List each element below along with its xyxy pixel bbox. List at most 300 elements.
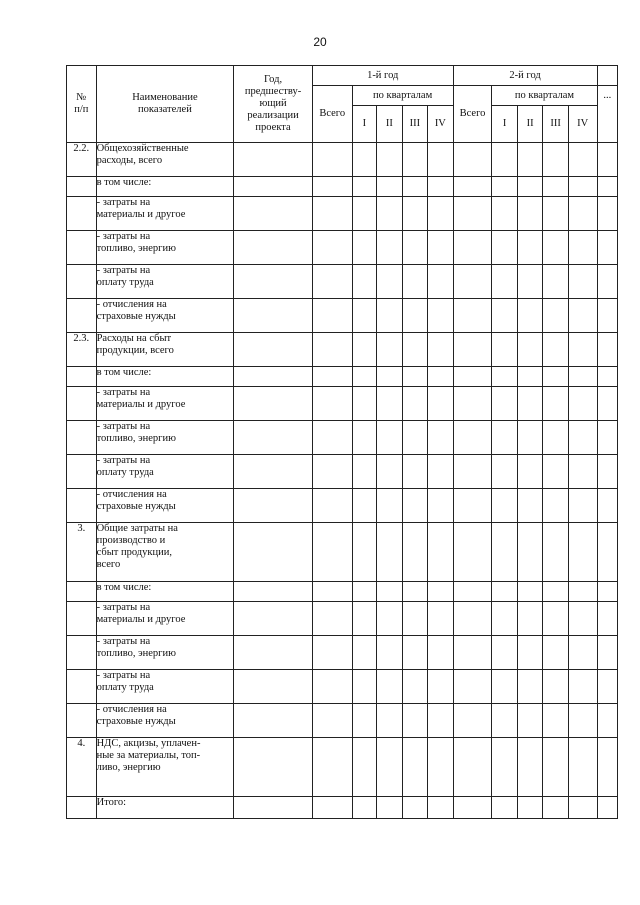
value-cell[interactable] [453, 231, 492, 265]
value-cell[interactable] [453, 704, 492, 738]
value-cell[interactable] [543, 582, 569, 602]
value-cell[interactable] [428, 738, 454, 797]
value-cell[interactable] [352, 387, 376, 421]
value-cell[interactable] [517, 523, 543, 582]
value-cell[interactable] [453, 299, 492, 333]
value-cell[interactable] [312, 602, 352, 636]
value-cell[interactable] [377, 143, 403, 177]
value-cell[interactable] [517, 704, 543, 738]
value-cell[interactable] [492, 231, 518, 265]
value-cell[interactable] [312, 421, 352, 455]
value-cell[interactable] [517, 636, 543, 670]
value-cell[interactable] [492, 387, 518, 421]
value-cell[interactable] [597, 602, 617, 636]
value-cell[interactable] [492, 738, 518, 797]
row-label-line: материалы и другое [96, 614, 186, 625]
value-cell[interactable] [402, 636, 428, 670]
row-number: 3. [67, 523, 97, 582]
value-cell[interactable] [568, 299, 597, 333]
value-cell[interactable] [234, 523, 313, 582]
value-cell[interactable] [377, 421, 403, 455]
row-label-line: НДС, акцизы, уплачен- [96, 738, 201, 749]
table-row [67, 387, 618, 421]
value-cell[interactable] [517, 367, 543, 387]
value-cell[interactable] [352, 143, 376, 177]
row-label [96, 523, 234, 582]
value-cell[interactable] [428, 265, 454, 299]
value-cell[interactable] [568, 704, 597, 738]
header-total-year-2: Всего [453, 86, 492, 143]
value-cell[interactable] [492, 489, 518, 523]
value-cell[interactable] [568, 333, 597, 367]
value-cell[interactable] [352, 455, 376, 489]
value-cell[interactable] [428, 602, 454, 636]
value-cell[interactable] [568, 177, 597, 197]
row-label [96, 797, 234, 819]
value-cell[interactable] [234, 367, 313, 387]
value-cell[interactable] [543, 636, 569, 670]
value-cell[interactable] [402, 797, 428, 819]
value-cell[interactable] [428, 197, 454, 231]
value-cell[interactable] [234, 797, 313, 819]
value-cell[interactable] [402, 582, 428, 602]
value-cell[interactable] [428, 636, 454, 670]
header-q2-year-1: II [377, 106, 403, 143]
row-number: 2.3. [67, 333, 97, 367]
value-cell[interactable] [517, 455, 543, 489]
value-cell[interactable] [428, 523, 454, 582]
value-cell[interactable] [568, 582, 597, 602]
value-cell[interactable] [428, 489, 454, 523]
value-cell[interactable] [453, 636, 492, 670]
row-label [96, 265, 234, 299]
table-row [67, 265, 618, 299]
value-cell[interactable] [453, 387, 492, 421]
value-cell[interactable] [402, 177, 428, 197]
row-label [96, 489, 234, 523]
value-cell[interactable] [517, 265, 543, 299]
value-cell[interactable] [517, 299, 543, 333]
header-q3-year-1: III [402, 106, 428, 143]
row-label-line: - затраты на [96, 265, 151, 276]
value-cell[interactable] [312, 670, 352, 704]
value-cell[interactable] [492, 197, 518, 231]
value-cell[interactable] [428, 177, 454, 197]
value-cell[interactable] [234, 265, 313, 299]
value-cell[interactable] [428, 333, 454, 367]
value-cell[interactable] [312, 143, 352, 177]
value-cell[interactable] [492, 367, 518, 387]
value-cell[interactable] [543, 143, 569, 177]
value-cell[interactable] [453, 421, 492, 455]
row-label-line: в том числе: [96, 582, 152, 593]
value-cell[interactable] [234, 231, 313, 265]
header-name: Наименование показателей [96, 66, 234, 143]
value-cell[interactable] [543, 231, 569, 265]
value-cell[interactable] [377, 387, 403, 421]
value-cell[interactable] [453, 602, 492, 636]
header-year-2: 2-й год [453, 66, 597, 86]
value-cell[interactable] [402, 704, 428, 738]
value-cell[interactable] [492, 177, 518, 197]
value-cell[interactable] [543, 704, 569, 738]
value-cell[interactable] [543, 455, 569, 489]
value-cell[interactable] [517, 602, 543, 636]
value-cell[interactable] [517, 333, 543, 367]
value-cell[interactable] [377, 197, 403, 231]
value-cell[interactable] [543, 738, 569, 797]
table-row [67, 333, 618, 367]
value-cell[interactable] [568, 265, 597, 299]
value-cell[interactable] [402, 523, 428, 582]
value-cell[interactable] [352, 738, 376, 797]
value-cell[interactable] [402, 231, 428, 265]
value-cell[interactable] [428, 421, 454, 455]
value-cell[interactable] [377, 738, 403, 797]
value-cell[interactable] [352, 489, 376, 523]
table-row [67, 523, 618, 582]
value-cell[interactable] [492, 455, 518, 489]
row-label-line: Расходы на сбыт [96, 333, 172, 344]
table-row [67, 670, 618, 704]
header-more: ... [597, 86, 617, 143]
value-cell[interactable] [597, 265, 617, 299]
value-cell[interactable] [453, 265, 492, 299]
value-cell[interactable] [234, 387, 313, 421]
value-cell[interactable] [568, 231, 597, 265]
value-cell[interactable] [597, 738, 617, 797]
row-label-line: всего [96, 559, 121, 570]
value-cell[interactable] [568, 367, 597, 387]
row-label [96, 177, 234, 197]
row-label [96, 299, 234, 333]
value-cell[interactable] [352, 636, 376, 670]
value-cell[interactable] [517, 797, 543, 819]
row-label [96, 704, 234, 738]
row-number [67, 387, 97, 421]
value-cell[interactable] [597, 421, 617, 455]
value-cell[interactable] [492, 333, 518, 367]
value-cell[interactable] [352, 797, 376, 819]
value-cell[interactable] [492, 523, 518, 582]
value-cell[interactable] [312, 489, 352, 523]
value-cell[interactable] [453, 582, 492, 602]
row-label-line: - затраты на [96, 602, 151, 613]
value-cell[interactable] [352, 704, 376, 738]
value-cell[interactable] [543, 523, 569, 582]
value-cell[interactable] [402, 602, 428, 636]
value-cell[interactable] [597, 455, 617, 489]
value-cell[interactable] [402, 455, 428, 489]
value-cell[interactable] [377, 797, 403, 819]
value-cell[interactable] [568, 421, 597, 455]
value-cell[interactable] [517, 421, 543, 455]
row-label [96, 231, 234, 265]
value-cell[interactable] [568, 602, 597, 636]
value-cell[interactable] [597, 582, 617, 602]
value-cell[interactable] [377, 231, 403, 265]
value-cell[interactable] [312, 197, 352, 231]
value-cell[interactable] [234, 177, 313, 197]
value-cell[interactable] [597, 367, 617, 387]
value-cell[interactable] [517, 143, 543, 177]
row-number [67, 455, 97, 489]
value-cell[interactable] [492, 797, 518, 819]
value-cell[interactable] [568, 636, 597, 670]
value-cell[interactable] [543, 367, 569, 387]
value-cell[interactable] [453, 197, 492, 231]
value-cell[interactable] [517, 387, 543, 421]
value-cell[interactable] [597, 636, 617, 670]
value-cell[interactable] [377, 177, 403, 197]
row-label-line: материалы и другое [96, 399, 186, 410]
value-cell[interactable] [377, 523, 403, 582]
row-label-line: страховые нужды [96, 501, 176, 512]
row-label-line: Общие затраты на [96, 523, 178, 534]
value-cell[interactable] [568, 197, 597, 231]
value-cell[interactable] [352, 177, 376, 197]
value-cell[interactable] [312, 523, 352, 582]
row-label [96, 455, 234, 489]
value-cell[interactable] [568, 797, 597, 819]
value-cell[interactable] [428, 367, 454, 387]
value-cell[interactable] [234, 704, 313, 738]
row-label [96, 333, 234, 367]
value-cell[interactable] [453, 797, 492, 819]
value-cell[interactable] [543, 265, 569, 299]
value-cell[interactable] [402, 299, 428, 333]
row-number [67, 367, 97, 387]
value-cell[interactable] [453, 333, 492, 367]
row-label-line: - затраты на [96, 670, 151, 681]
row-number [67, 231, 97, 265]
value-cell[interactable] [352, 231, 376, 265]
value-cell[interactable] [428, 582, 454, 602]
value-cell[interactable] [428, 704, 454, 738]
value-cell[interactable] [352, 265, 376, 299]
header-num: № п/п [67, 66, 97, 143]
value-cell[interactable] [377, 582, 403, 602]
value-cell[interactable] [428, 231, 454, 265]
value-cell[interactable] [428, 299, 454, 333]
value-cell[interactable] [352, 197, 376, 231]
value-cell[interactable] [377, 602, 403, 636]
value-cell[interactable] [402, 421, 428, 455]
value-cell[interactable] [352, 523, 376, 582]
value-cell[interactable] [234, 582, 313, 602]
value-cell[interactable] [402, 367, 428, 387]
value-cell[interactable] [517, 489, 543, 523]
value-cell[interactable] [402, 387, 428, 421]
row-label-line: - отчисления на [96, 489, 167, 500]
value-cell[interactable] [568, 523, 597, 582]
row-number [67, 797, 97, 819]
value-cell[interactable] [543, 177, 569, 197]
value-cell[interactable] [234, 333, 313, 367]
value-cell[interactable] [428, 670, 454, 704]
value-cell[interactable] [597, 670, 617, 704]
value-cell[interactable] [234, 670, 313, 704]
value-cell[interactable] [234, 455, 313, 489]
value-cell[interactable] [402, 670, 428, 704]
value-cell[interactable] [597, 299, 617, 333]
value-cell[interactable] [377, 455, 403, 489]
value-cell[interactable] [568, 387, 597, 421]
value-cell[interactable] [492, 299, 518, 333]
value-cell[interactable] [234, 636, 313, 670]
value-cell[interactable] [492, 704, 518, 738]
value-cell[interactable] [453, 367, 492, 387]
value-cell[interactable] [597, 489, 617, 523]
value-cell[interactable] [453, 738, 492, 797]
value-cell[interactable] [453, 143, 492, 177]
value-cell[interactable] [402, 197, 428, 231]
value-cell[interactable] [597, 387, 617, 421]
value-cell[interactable] [234, 602, 313, 636]
value-cell[interactable] [597, 704, 617, 738]
table-row [67, 231, 618, 265]
value-cell[interactable] [352, 333, 376, 367]
value-cell[interactable] [428, 797, 454, 819]
value-cell[interactable] [568, 738, 597, 797]
value-cell[interactable] [568, 489, 597, 523]
value-cell[interactable] [543, 197, 569, 231]
value-cell[interactable] [402, 333, 428, 367]
value-cell[interactable] [597, 797, 617, 819]
value-cell[interactable] [377, 636, 403, 670]
value-cell[interactable] [517, 738, 543, 797]
value-cell[interactable] [312, 738, 352, 797]
value-cell[interactable] [402, 265, 428, 299]
value-cell[interactable] [517, 582, 543, 602]
header-q4-year-1: IV [428, 106, 454, 143]
value-cell[interactable] [352, 367, 376, 387]
table-row [67, 299, 618, 333]
value-cell[interactable] [428, 455, 454, 489]
row-label [96, 738, 234, 797]
value-cell[interactable] [492, 670, 518, 704]
value-cell[interactable] [312, 299, 352, 333]
value-cell[interactable] [377, 489, 403, 523]
row-label-line: - затраты на [96, 231, 151, 242]
value-cell[interactable] [492, 602, 518, 636]
row-label [96, 387, 234, 421]
value-cell[interactable] [352, 602, 376, 636]
value-cell[interactable] [543, 670, 569, 704]
value-cell[interactable] [453, 177, 492, 197]
value-cell[interactable] [517, 670, 543, 704]
value-cell[interactable] [312, 704, 352, 738]
value-cell[interactable] [234, 489, 313, 523]
row-number [67, 602, 97, 636]
value-cell[interactable] [543, 797, 569, 819]
value-cell[interactable] [377, 367, 403, 387]
value-cell[interactable] [517, 177, 543, 197]
value-cell[interactable] [377, 333, 403, 367]
value-cell[interactable] [568, 670, 597, 704]
value-cell[interactable] [492, 582, 518, 602]
value-cell[interactable] [352, 582, 376, 602]
table-row [67, 636, 618, 670]
row-number [67, 197, 97, 231]
table-row [67, 143, 618, 177]
value-cell[interactable] [402, 143, 428, 177]
value-cell[interactable] [568, 143, 597, 177]
header-year-1: 1-й год [312, 66, 453, 86]
row-number [67, 299, 97, 333]
value-cell[interactable] [352, 421, 376, 455]
value-cell[interactable] [492, 421, 518, 455]
value-cell[interactable] [597, 523, 617, 582]
value-cell[interactable] [543, 421, 569, 455]
value-cell[interactable] [234, 299, 313, 333]
value-cell[interactable] [312, 797, 352, 819]
value-cell[interactable] [453, 455, 492, 489]
value-cell[interactable] [377, 704, 403, 738]
value-cell[interactable] [377, 299, 403, 333]
row-number [67, 421, 97, 455]
value-cell[interactable] [312, 265, 352, 299]
value-cell[interactable] [312, 387, 352, 421]
value-cell[interactable] [402, 489, 428, 523]
value-cell[interactable] [453, 670, 492, 704]
value-cell[interactable] [543, 387, 569, 421]
header-q3-year-2: III [543, 106, 569, 143]
value-cell[interactable] [234, 738, 313, 797]
value-cell[interactable] [543, 333, 569, 367]
value-cell[interactable] [428, 143, 454, 177]
value-cell[interactable] [597, 197, 617, 231]
value-cell[interactable] [517, 197, 543, 231]
value-cell[interactable] [568, 455, 597, 489]
value-cell[interactable] [312, 367, 352, 387]
value-cell[interactable] [234, 197, 313, 231]
value-cell[interactable] [312, 582, 352, 602]
value-cell[interactable] [543, 602, 569, 636]
value-cell[interactable] [352, 299, 376, 333]
value-cell[interactable] [312, 333, 352, 367]
value-cell[interactable] [453, 489, 492, 523]
value-cell[interactable] [234, 421, 313, 455]
value-cell[interactable] [597, 143, 617, 177]
value-cell[interactable] [597, 177, 617, 197]
value-cell[interactable] [312, 636, 352, 670]
row-number [67, 265, 97, 299]
value-cell[interactable] [352, 670, 376, 704]
value-cell[interactable] [234, 143, 313, 177]
value-cell[interactable] [492, 143, 518, 177]
value-cell[interactable] [377, 670, 403, 704]
value-cell[interactable] [312, 177, 352, 197]
value-cell[interactable] [428, 387, 454, 421]
table-row [67, 738, 618, 797]
value-cell[interactable] [492, 265, 518, 299]
row-label-line: - затраты на [96, 636, 151, 647]
value-cell[interactable] [492, 636, 518, 670]
value-cell[interactable] [312, 455, 352, 489]
value-cell[interactable] [543, 489, 569, 523]
row-number: 4. [67, 738, 97, 797]
value-cell[interactable] [453, 523, 492, 582]
value-cell[interactable] [517, 231, 543, 265]
value-cell[interactable] [377, 265, 403, 299]
value-cell[interactable] [597, 333, 617, 367]
value-cell[interactable] [543, 299, 569, 333]
value-cell[interactable] [597, 231, 617, 265]
table-row [67, 602, 618, 636]
value-cell[interactable] [312, 231, 352, 265]
value-cell[interactable] [402, 738, 428, 797]
